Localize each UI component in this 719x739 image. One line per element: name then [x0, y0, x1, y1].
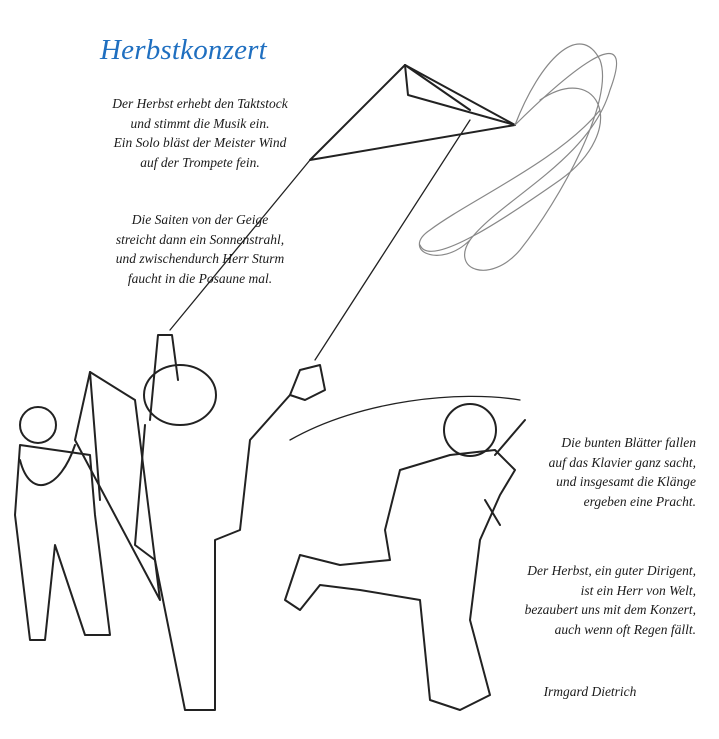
- stanza-line: Die Saiten von der Geige: [131, 212, 269, 227]
- kite-drawing: [310, 65, 515, 160]
- kite-tail: [419, 44, 616, 270]
- author-name: Irmgard Dietrich: [543, 684, 637, 699]
- stanza-line: und stimmt die Musik ein.: [130, 115, 270, 131]
- stanza-line: Die bunten Blätter fallen: [561, 435, 696, 450]
- stanza-line: und zwischendurch Herr Sturm: [115, 251, 285, 266]
- stanza-line: Ein Solo bläst der Meister Wind: [113, 135, 287, 150]
- poem-title: Herbstkonzert: [100, 34, 267, 66]
- stanza-2: [60, 210, 340, 288]
- stanza-line: streicht dann ein Sonnenstrahl,: [115, 231, 285, 247]
- stanza-line: ist ein Herr von Welt,: [580, 582, 696, 598]
- stanza-line: bezaubert uns mit dem Konzert,: [524, 602, 696, 617]
- stanza-line: Der Herbst erhebt den Taktstock: [112, 96, 288, 111]
- boy-middle: [135, 335, 325, 710]
- stanza-line: Der Herbst, ein guter Dirigent,: [527, 563, 696, 578]
- stanza-line: ergeben eine Pracht.: [583, 493, 696, 509]
- stanza-1: [60, 94, 340, 172]
- stanza-4: [460, 561, 696, 639]
- stanza-line: auf der Trompete fein.: [140, 154, 260, 170]
- stanza-line: auf das Klavier ganz sacht,: [548, 454, 696, 470]
- stanza-line: auch wenn oft Regen fällt.: [554, 621, 696, 637]
- stanza-3: [470, 433, 696, 511]
- stanza-line: faucht in die Posaune mal.: [127, 270, 273, 286]
- stanza-line: und insgesamt die Klänge: [556, 474, 696, 489]
